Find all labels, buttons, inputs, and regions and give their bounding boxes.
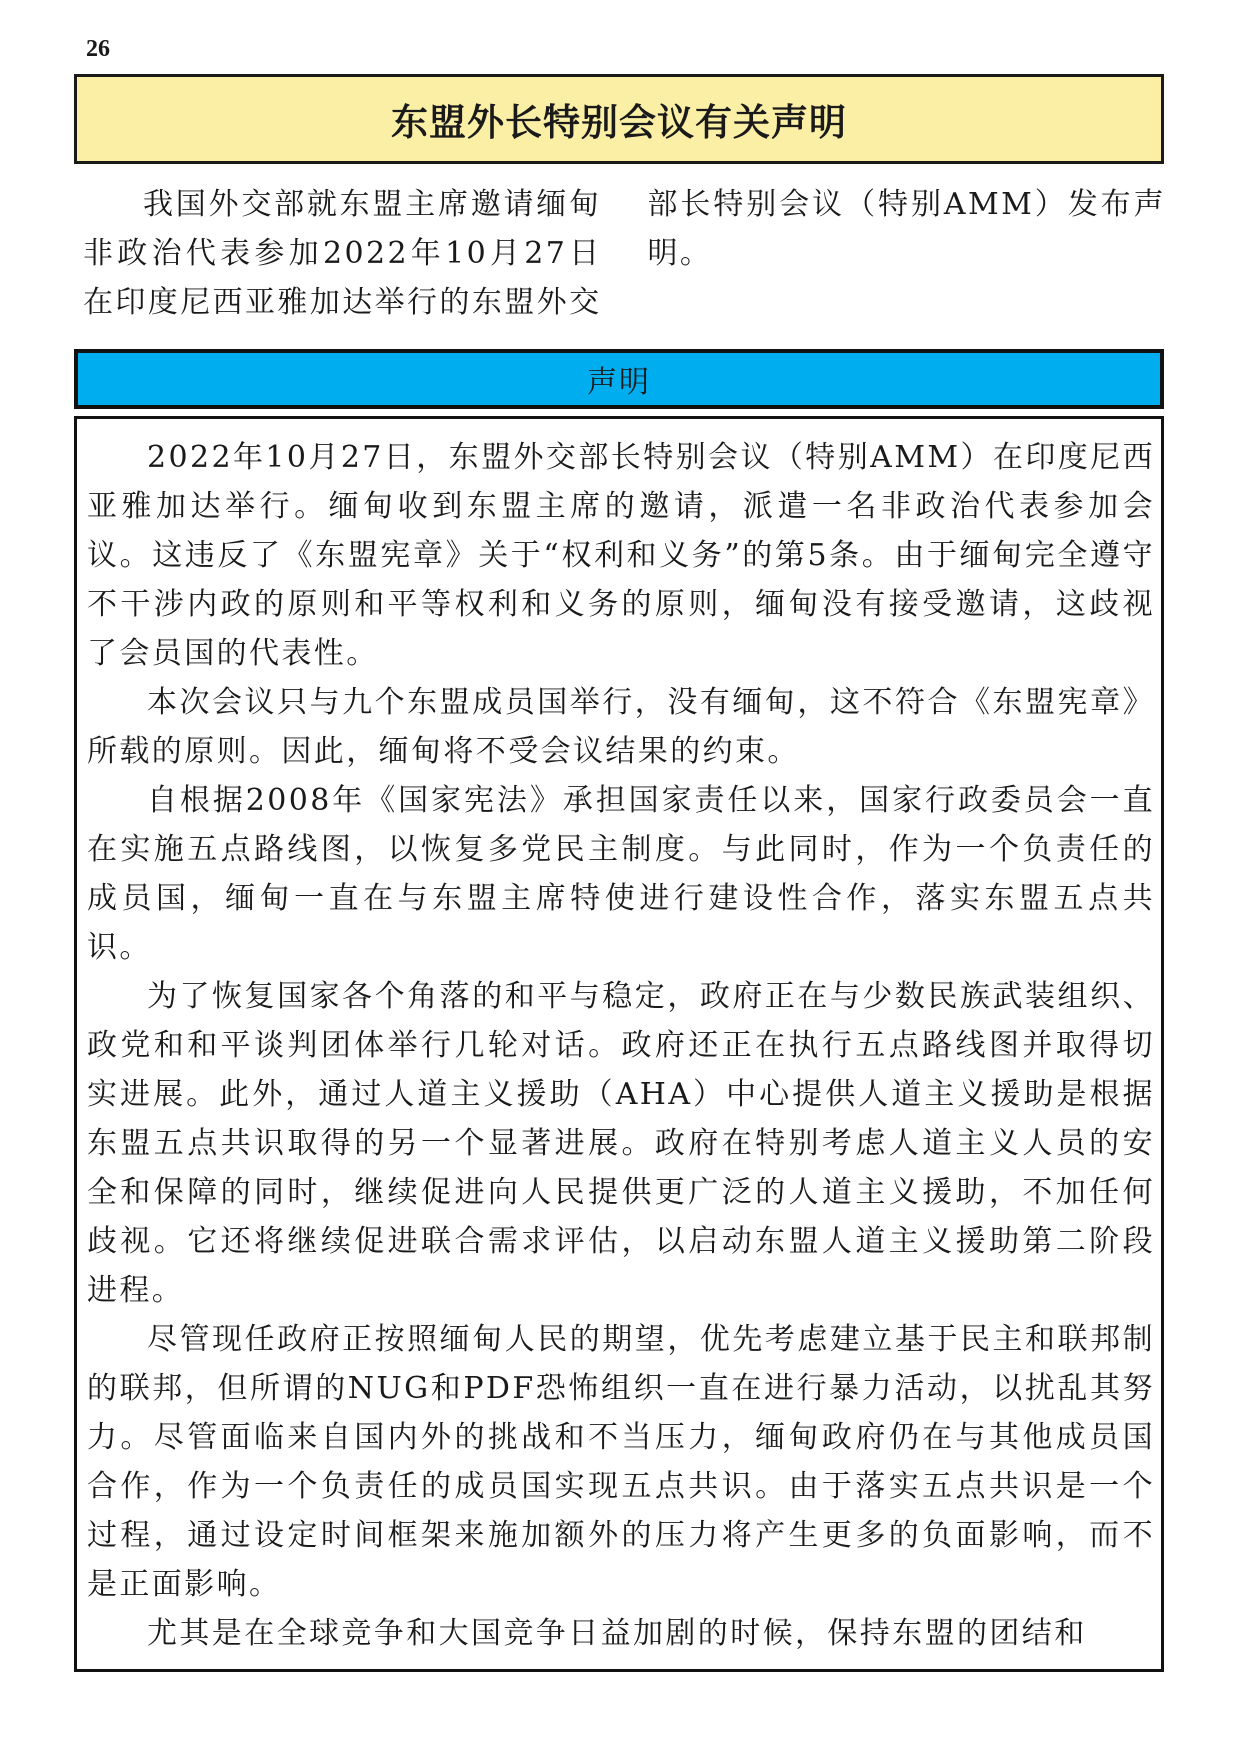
statement-paragraph: 本次会议只与九个东盟成员国举行，没有缅甸，这不符合《东盟宪章》所载的原则。因此，缅甸将不受会议结果的约束。 — [87, 685, 1155, 769]
page-title: 东盟外长特别会议有关声明 — [391, 101, 847, 144]
page-number: 26 — [86, 36, 110, 62]
title-banner — [74, 74, 1164, 164]
intro-paragraph: 我国外交部就东盟主席邀请缅甸非政治代表参加2022年10月27日在印度尼西亚雅加达举行的东盟外交部长特别会议（特别AMM）发布声明。 — [83, 187, 1166, 320]
section-title: 声明 — [587, 365, 651, 400]
intro-text — [83, 180, 1166, 330]
statement-paragraph: 自根据2008年《国家宪法》承担国家责任以来，国家行政委员会一直在实施五点路线图，以恢复多党民主制度。与此同时，作为一个负责任的成员国，缅甸一直在与东盟主席特使进行建设性合作，落实东盟五点共识。 — [87, 783, 1155, 965]
statement-body-box — [74, 416, 1164, 1672]
statement-paragraph: 为了恢复国家各个角落的和平与稳定，政府正在与少数民族武装组织、政党和和平谈判团体举行几轮对话。政府还正在执行五点路线图并取得切实进展。此外，通过人道主义援助（AHA）中心提供人道主义援助是根据东盟五点共识取得的另一个显著进展。政府在特别考虑人道主义人员的安全和保障的同时，继续促进向人民提供更广泛的人道主义援助，不加任何歧视。它还将继续促进联合需求评估，以启动东盟人道主义援助第二阶段进程。 — [87, 979, 1155, 1308]
statement-paragraph: 2022年10月27日，东盟外交部长特别会议（特别AMM）在印度尼西亚雅加达举行。缅甸收到东盟主席的邀请，派遣一名非政治代表参加会议。这违反了《东盟宪章》关于“权利和义务”的第5条。由于缅甸完全遵守不干涉内政的原则和平等权利和义务的原则，缅甸没有接受邀请，这歧视了会员国的代表性。 — [87, 440, 1155, 671]
statement-paragraph: 尽管现任政府正按照缅甸人民的期望，优先考虑建立基于民主和联邦制的联邦，但所谓的NUG和PDF恐怖组织一直在进行暴力活动，以扰乱其努力。尽管面临来自国内外的挑战和不当压力，缅甸政府仍在与其他成员国合作，作为一个负责任的成员国实现五点共识。由于落实五点共识是一个过程，通过设定时间框架来施加额外的压力将产生更多的负面影响，而不是正面影响。 — [87, 1322, 1155, 1602]
section-header-bar — [74, 349, 1164, 409]
statement-paragraph: 尤其是在全球竞争和大国竞争日益加剧的时候，保持东盟的团结和 — [147, 1616, 1087, 1651]
statement-body — [87, 433, 1155, 1658]
